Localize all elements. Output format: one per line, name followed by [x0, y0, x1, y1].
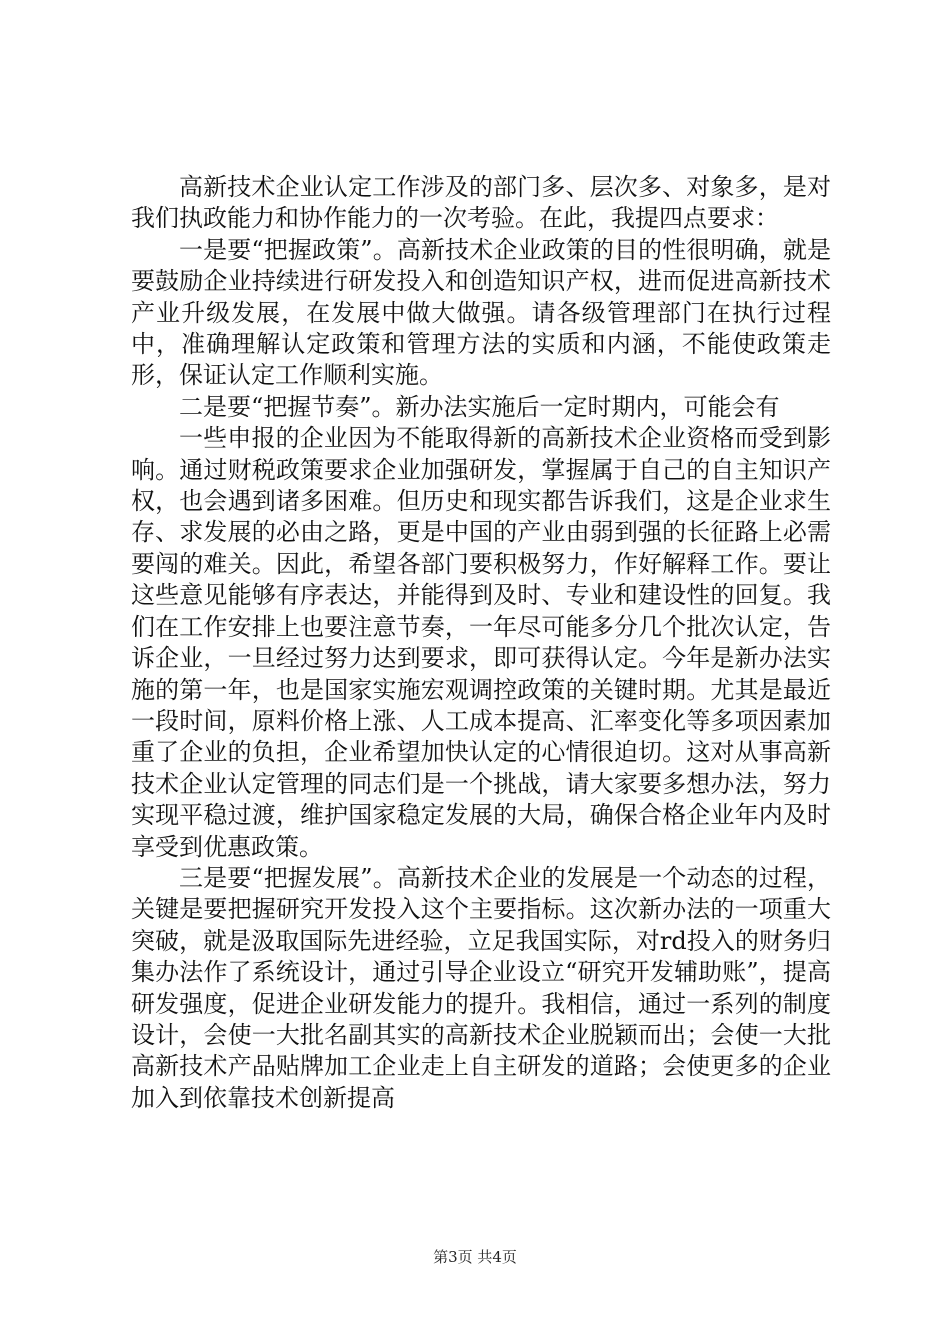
paragraph-point-two: 二是要“把握节奏”。新办法实施后一定时期内，可能会有 [179, 392, 780, 421]
document-body [131, 172, 831, 1114]
paragraph-point-one: 一是要“把握政策”。高新技术企业政策的目的性很明确，就是要鼓励企业持续进行研发投入和创造知识产权，进而促进高新技术产业升级发展，在发展中做大做强。请各级管理部门在执行过程中，准确理解认定政策和管理方法的实质和内涵，不能使政策走形，保证认定工作顺利实施。 [131, 235, 831, 390]
page-number-footer: 第3页 共4页 [433, 1248, 517, 1266]
paragraph-point-two-continued: 一些申报的企业因为不能取得新的高新技术企业资格而受到影响。通过财税政策要求企业加强研发，掌握属于自己的自主知识产权，也会遇到诸多困难。但历史和现实都告诉我们，这是企业求生存、求发展的必由之路，更是中国的产业由弱到强的长征路上必需要闯的难关。因此，希望各部门要积极努力，作好解释工作。要让这些意见能够有序表达，并能得到及时、专业和建设性的回复。我们在工作安排上也要注意节奏，一年尽可能多分几个批次认定，告诉企业，一旦经过努力达到要求，即可获得认定。今年是新办法实施的第一年，也是国家实施宏观调控政策的关键时期。尤其是最近一段时间，原料价格上涨、人工成本提高、汇率变化等多项因素加重了企业的负担，企业希望加快认定的心情很迫切。这对从事高新技术企业认定管理的同志们是一个挑战，请大家要多想办法，努力实现平稳过渡，维护国家稳定发展的大局，确保合格企业年内及时享受到优惠政策。 [131, 424, 831, 861]
paragraph-point-three: 三是要“把握发展”。高新技术企业的发展是一个动态的过程，关键是要把握研究开发投入这个主要指标。这次新办法的一项重大突破，就是汲取国际先进经验，立足我国实际，对rd投入的财务归集办法作了系统设计，通过引导企业设立“研究开发辅助账”，提高研发强度，促进企业研发能力的提升。我相信，通过一系列的制度设计，会使一大批名副其实的高新技术企业脱颖而出；会使一大批高新技术产品贴牌加工企业走上自主研发的道路；会使更多的企业加入到依靠技术创新提高 [131, 863, 831, 1112]
paragraph-intro: 高新技术企业认定工作涉及的部门多、层次多、对象多，是对我们执政能力和协作能力的一次考验。在此，我提四点要求： [131, 173, 831, 233]
